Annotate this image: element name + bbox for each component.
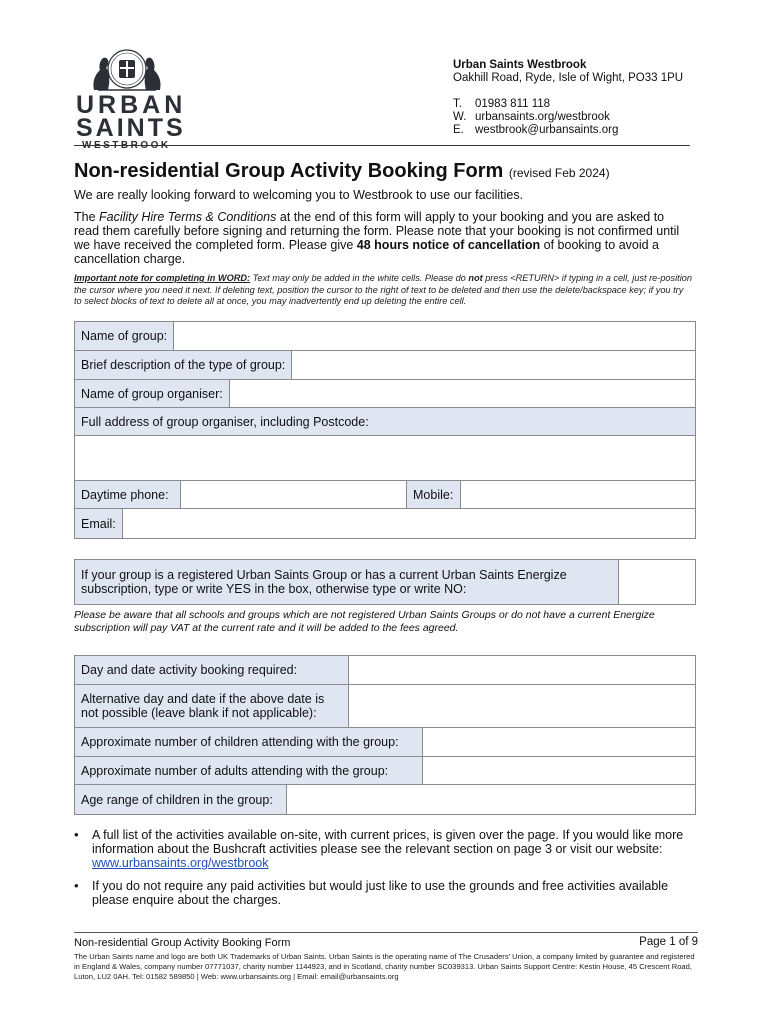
contact-list (453, 98, 683, 137)
row-alternative-date (75, 685, 695, 728)
footer-page-number: Page 1 of 9 (639, 936, 698, 948)
label-mobile: Mobile: (407, 481, 461, 508)
address-block (453, 59, 683, 137)
row-age-range (75, 785, 695, 814)
group-name-field[interactable] (174, 322, 695, 350)
row-email (75, 509, 695, 538)
cancellation-notice: 48 hours notice of cancellation (356, 238, 541, 252)
bullet-text-part: A full list of the activities available on-site, with current prices, is given over the page. If you would like more information about the Bushcraft activities please see the relevant section on page 3 or visit our website: (92, 828, 684, 856)
logo-word-urban: URBAN (76, 91, 187, 119)
website-link[interactable]: www.urbansaints.org/westbrook (92, 856, 269, 870)
org-name: Urban Saints Westbrook (453, 59, 587, 71)
label-organiser-address: Full address of group organiser, including Postcode: (75, 408, 695, 435)
label-email: Email: (75, 509, 123, 538)
label-group-description: Brief description of the type of group: (75, 351, 292, 379)
logo-word-saints: SAINTS (76, 114, 186, 142)
bullet-text: If you do not require any paid activities but would just like to use the grounds and free activities available please enquire about the charges. (92, 879, 669, 907)
booking-details-form (74, 655, 696, 815)
label-registered-question: If your group is a registered Urban Saints Group or has a current Urban Saints Energize subscription, type or write YES in the box, otherwise type or write NO: (75, 560, 619, 604)
registered-group-form (74, 559, 696, 605)
postal-address: Oakhill Road, Ryde, Isle of Wight, PO33 1PU (453, 72, 684, 84)
contact-value: westbrook@urbansaints.org (475, 124, 619, 136)
header-divider (74, 145, 690, 146)
mobile-field[interactable] (461, 481, 695, 508)
label-alternative-date: Alternative day and date if the above date is not possible (leave blank if not applicable): (75, 685, 349, 727)
list-item (74, 879, 694, 907)
contact-phone (453, 98, 683, 111)
title-main: Non-residential Group Activity Booking Form (74, 160, 504, 182)
label-booking-date: Day and date activity booking required: (75, 656, 349, 684)
bullet-icon: • (74, 827, 79, 842)
label-adults-count: Approximate number of adults attending with the group: (75, 757, 423, 784)
contact-value: urbansaints.org/westbrook (475, 111, 610, 123)
bullet-icon: • (74, 878, 79, 893)
word-note-emphasis: not (468, 273, 483, 283)
row-organiser-address (75, 436, 695, 481)
label-age-range: Age range of children in the group: (75, 785, 287, 814)
row-group-description (75, 351, 695, 380)
row-children-count (75, 728, 695, 757)
row-phones (75, 481, 695, 509)
intro-text: The (74, 210, 100, 224)
row-adults-count (75, 757, 695, 785)
group-details-form (74, 321, 696, 539)
contact-key: E. (453, 124, 464, 136)
logo-word-westbrook: WESTBROOK (82, 140, 171, 151)
label-daytime-phone: Daytime phone: (75, 481, 181, 508)
intro-paragraph-1: We are really looking forward to welcoming you to Westbrook to use our facilities. (74, 188, 524, 202)
word-note-text: press <RETURN> if typing in a cell, just re-position the cursor where you need it next. If deleting text, position the cursor to the right of text to be deleted and then use the delete/backspace key; if you try to select blocks of text to delete all at once, you may inadvertently end up deleting the entire cell. (74, 273, 692, 306)
crest-emblem-icon (84, 46, 170, 92)
alternative-date-field[interactable] (349, 685, 695, 727)
registered-answer-field[interactable] (619, 560, 695, 604)
contact-key: W. (453, 111, 467, 123)
booking-date-field[interactable] (349, 656, 695, 684)
contact-value: 01983 811 118 (475, 98, 551, 110)
list-item (74, 828, 694, 870)
intro-text: of booking to avoid a cancellation charge. (74, 238, 660, 266)
email-field[interactable] (123, 509, 695, 538)
bullet-text (92, 828, 694, 870)
title-revision: (revised Feb 2024) (508, 166, 610, 180)
footer-legal-text: The Urban Saints name and logo are both UK Trademarks of Urban Saints. Urban Saints is the operating name of The Crusaders' Union, a company limited by guarantee and registered in England & Wales, company number 07771037, charity number 1144923, and in Scotland, charity number SC039313. Urban Saints Support Centre: Kestin House, 45 Crescent Road, Luton, LU2 0AH. Tel: 01582 589850 | Web: www.urbansaints.org | Email: email@urbansaints.org (74, 952, 695, 981)
label-group-name: Name of group: (75, 322, 174, 350)
terms-reference: Facility Hire Terms & Conditions (99, 210, 277, 224)
footer-divider (74, 932, 698, 933)
info-bullets (74, 828, 694, 916)
label-children-count: Approximate number of children attending with the group: (75, 728, 423, 756)
row-group-organiser (75, 380, 695, 408)
vat-note: Please be aware that all schools and groups which are not registered Urban Saints Groups or do not have a current Energize subscription will pay VAT at the current rate and it will be added to the fees agreed. (74, 609, 655, 634)
adults-count-field[interactable] (423, 757, 695, 784)
intro-text: at the end of this form will apply to your booking and you are asked to read them carefully before signing and returning the form. Please note that your booking is not confirmed until we have received the completed form. Please give (74, 210, 680, 252)
word-note-heading: Important note for completing in WORD: (74, 273, 251, 283)
row-registered-question (75, 560, 695, 604)
children-count-field[interactable] (423, 728, 695, 756)
footer-form-name: Non-residential Group Activity Booking Form (74, 937, 291, 949)
intro-paragraph-2 (74, 210, 692, 266)
label-group-organiser: Name of group organiser: (75, 380, 230, 407)
logo-wordmark (76, 91, 187, 152)
row-organiser-address-label (75, 408, 695, 436)
row-group-name (75, 322, 695, 351)
contact-email (453, 124, 683, 137)
daytime-phone-field[interactable] (181, 481, 407, 508)
group-organiser-field[interactable] (230, 380, 695, 407)
group-description-field[interactable] (292, 351, 695, 379)
page-title (74, 160, 610, 183)
word-note (74, 273, 692, 308)
word-note-text: Text may only be added in the white cells. Please do (250, 273, 469, 283)
contact-key: T. (453, 98, 462, 110)
organiser-address-field[interactable] (75, 436, 695, 480)
contact-web (453, 111, 683, 124)
age-range-field[interactable] (287, 785, 695, 814)
row-booking-date (75, 656, 695, 685)
